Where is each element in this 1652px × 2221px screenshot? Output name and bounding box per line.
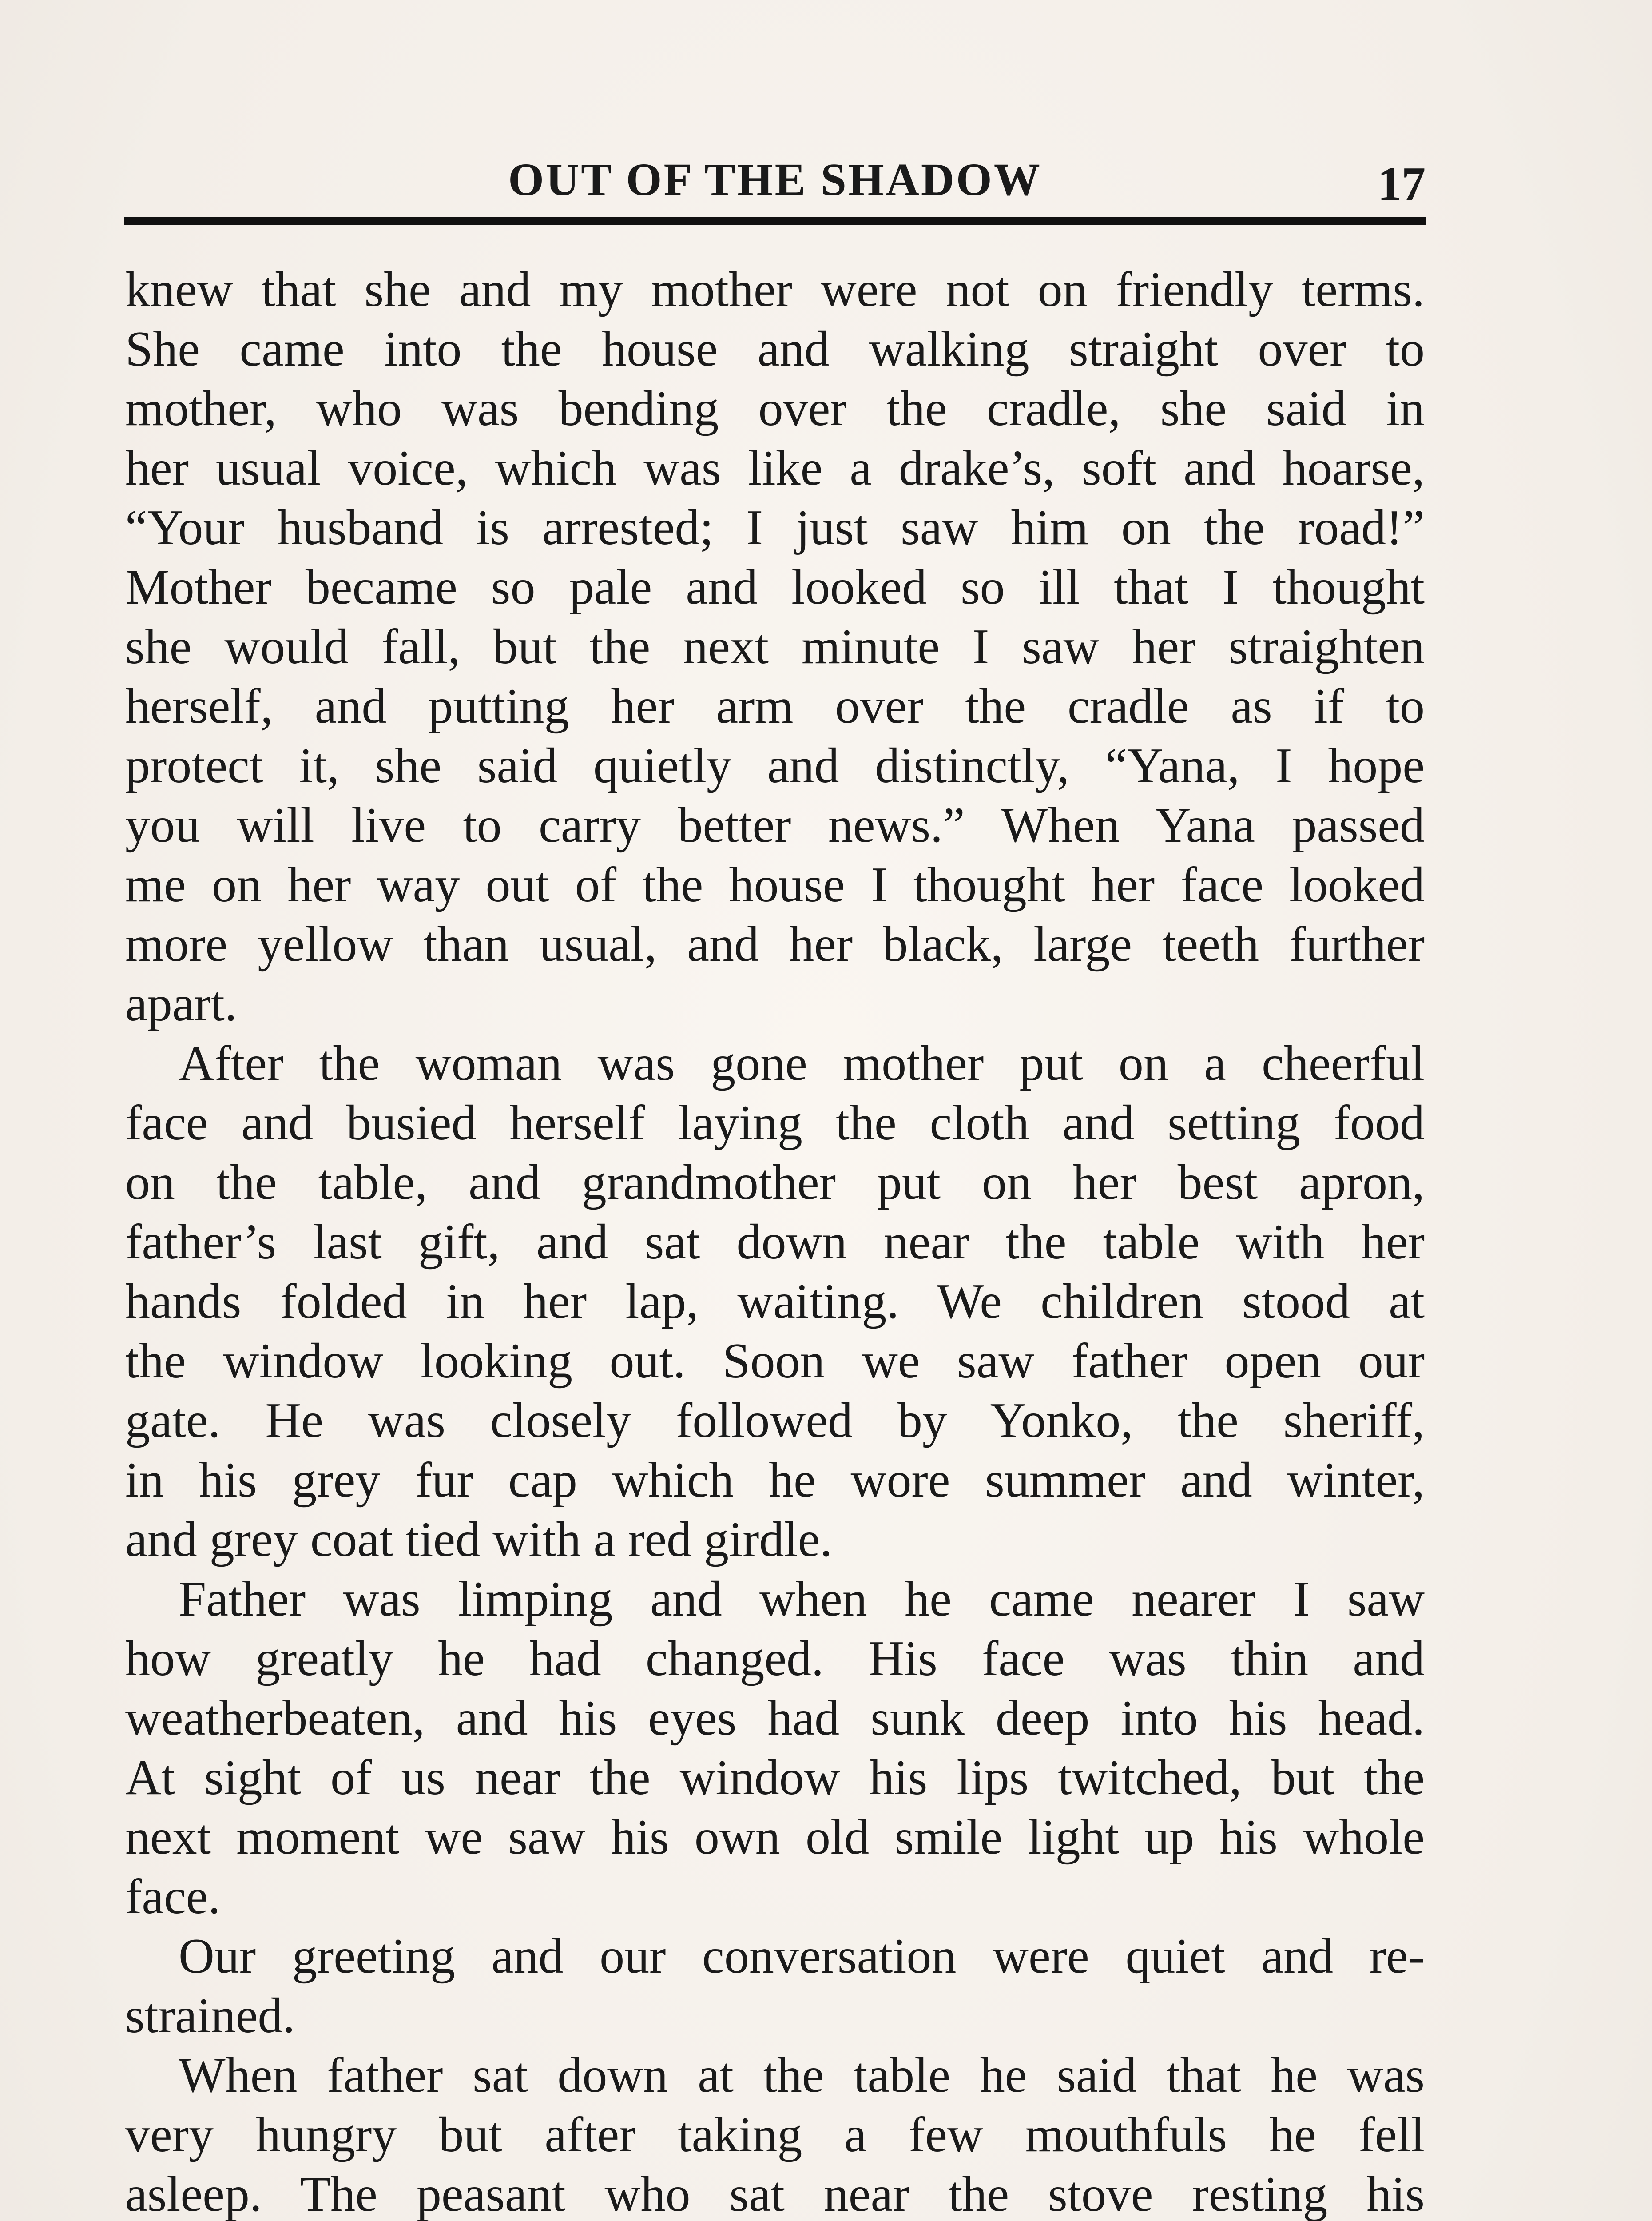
text-line: how greatly he had changed. His face was thin and	[125, 1631, 1425, 1686]
text-line: gate. He was closely followed by Yonko, the sheriff,	[125, 1393, 1425, 1448]
running-head: OUT OF THE SHADOW	[508, 154, 1042, 205]
text-line: the window looking out. Soon we saw father open our	[125, 1333, 1425, 1389]
text-line: face.	[125, 1869, 221, 1924]
body-text	[125, 260, 1425, 2221]
text-line: After the woman was gone mother put on a cheerful	[179, 1036, 1425, 1091]
text-line: and grey coat tied with a red girdle.	[125, 1512, 833, 1567]
text-line: Mother became so pale and looked so ill that I thought	[125, 560, 1425, 615]
page-header	[124, 147, 1426, 213]
text-line: her usual voice, which was like a drake’s, soft and hoarse,	[125, 441, 1425, 496]
text-line: When father sat down at the table he said that he was	[179, 2048, 1425, 2103]
text-line: knew that she and my mother were not on friendly terms.	[125, 262, 1425, 317]
text-line: Our greeting and our conversation were quiet and re-	[179, 1929, 1425, 1984]
text-line: very hungry but after taking a few mouthfuls he fell	[125, 2107, 1425, 2162]
text-line: hands folded in her lap, waiting. We children stood at	[125, 1274, 1425, 1329]
text-line: you will live to carry better news.” When Yana passed	[125, 798, 1425, 853]
text-line: next moment we saw his own old smile light up his whole	[125, 1810, 1425, 1865]
text-line: strained.	[125, 1988, 295, 2043]
text-line: Father was limping and when he came nearer I saw	[179, 1572, 1425, 1627]
text-line: At sight of us near the window his lips twitched, but the	[125, 1750, 1425, 1805]
text-line: weatherbeaten, and his eyes had sunk deep into his head.	[125, 1691, 1425, 1746]
page-number: 17	[1378, 158, 1426, 211]
text-line: more yellow than usual, and her black, large teeth further	[125, 917, 1425, 972]
text-line: face and busied herself laying the cloth and setting food	[125, 1095, 1425, 1150]
text-line: me on her way out of the house I thought her face looked	[125, 857, 1425, 912]
header-rule	[124, 217, 1426, 225]
text-line: protect it, she said quietly and distinctly, “Yana, I hope	[125, 738, 1425, 793]
text-line: on the table, and grandmother put on her best apron,	[125, 1155, 1425, 1210]
text-line: “Your husband is arrested; I just saw him on the road!”	[125, 500, 1425, 555]
text-line: mother, who was bending over the cradle, she said in	[125, 381, 1425, 436]
text-line: asleep. The peasant who sat near the stove resting his	[125, 2167, 1425, 2221]
text-line: father’s last gift, and sat down near the table with her	[125, 1214, 1425, 1270]
text-line: She came into the house and walking straight over to	[125, 322, 1425, 377]
text-line: herself, and putting her arm over the cradle as if to	[125, 679, 1425, 734]
text-line: apart.	[125, 976, 237, 1031]
text-line: in his grey fur cap which he wore summer and winter,	[125, 1453, 1425, 1508]
text-line: she would fall, but the next minute I saw her straighten	[125, 619, 1425, 674]
